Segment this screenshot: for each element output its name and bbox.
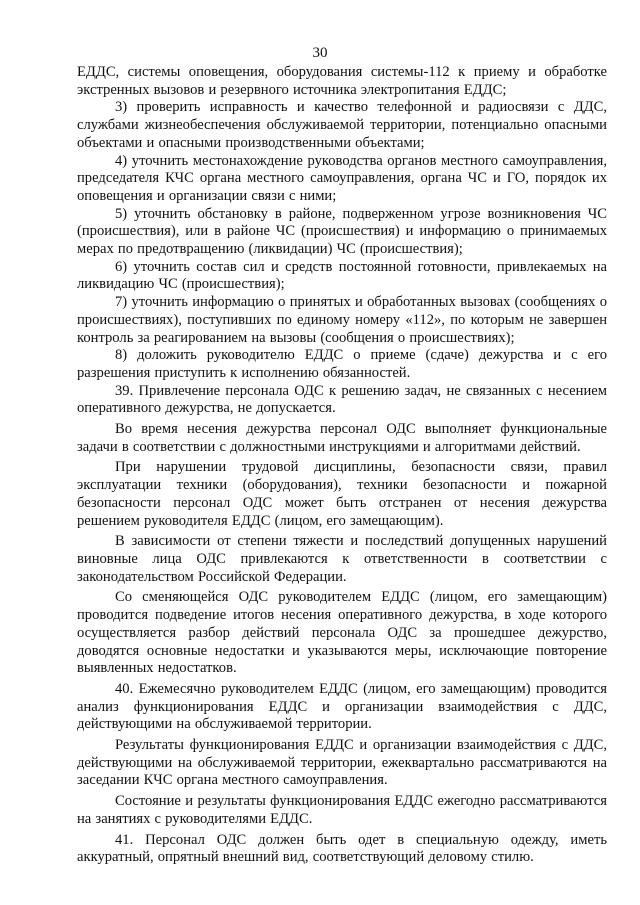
- paragraph-discipline-violations: При нарушении трудовой дисциплины, безопасности связи, правил эксплуатации техники (оборудования), техники безопасности и пожарной безопасности персонал ОДС может быть отстранен от несения дежурства решением руководителя ЕДДС (лицом, его замещающим).: [77, 459, 607, 529]
- paragraph-clause-41: 41. Персонал ОДС должен быть одет в специальную одежду, иметь аккуратный, опрятный внешний вид, соответствующий деловому стилю.: [77, 831, 607, 866]
- paragraph-shift-summary: Со сменяющейся ОДС руководителем ЕДДС (лицом, его замещающим) проводится подведение итогов несения оперативного дежурства, в ходе которого осуществляется разбор действий персонала ОДС за прошедшее дежурство, доводятся основные недостатки и указываются меры, исключающие повторение выявленных недостатков.: [77, 589, 607, 677]
- paragraph-item-6-forces-readiness: 6) уточнить состав сил и средств постоянной готовности, привлекаемых на ликвидацию ЧС (происшествия);: [77, 258, 607, 293]
- paragraph-continuation-edds-systems: ЕДДС, системы оповещения, оборудования системы-112 к приему и обработке экстренных вызовов и резервного источника электропитания ЕДДС;: [77, 64, 607, 98]
- paragraph-annual-review: Состояние и результаты функционирования ЕДДС ежегодно рассматриваются на занятиях с руководителями ЕДДС.: [77, 793, 607, 827]
- paragraph-quarterly-review: Результаты функционирования ЕДДС и организации взаимодействия с ДДС, действующими на обслуживаемой территории, ежеквартально рассматриваются на заседании КЧС органа местного самоуправления.: [77, 737, 607, 789]
- paragraph-item-8-report-duty: 8) доложить руководителю ЕДДС о приеме (сдаче) дежурства и с его разрешения приступить к исполнению обязанностей.: [77, 347, 607, 381]
- paragraph-item-3-check-communications: 3) проверить исправность и качество телефонной и радиосвязи с ДДС, службами жизнеобеспечения обслуживаемой территории, потенциально опасными объектами и опасными производственными объектами;: [77, 99, 607, 151]
- paragraph-duty-functions: Во время несения дежурства персонал ОДС выполняет функциональные задачи в соответствии с должностными инструкциями и алгоритмами действий.: [77, 421, 607, 455]
- paragraph-clause-39: 39. Привлечение персонала ОДС к решению задач, не связанных с несением оперативного дежурства, не допускается.: [77, 382, 607, 417]
- paragraph-item-7-call-information: 7) уточнить информацию о принятых и обработанных вызовах (сообщениях о происшествиях), поступивших по единому номеру «112», по которым не завершен контроль за реагированием на вызовы (сообщения о происшествиях);: [77, 294, 607, 346]
- page-number: 30: [312, 45, 328, 61]
- document-body: [77, 64, 607, 867]
- paragraph-item-4-locate-leadership: 4) уточнить местонахождение руководства органов местного самоуправления, председателя КЧС органа местного самоуправления, органа ЧС и ГО, порядок их оповещения и организации связи с ними;: [77, 152, 607, 204]
- paragraph-item-5-situation-update: 5) уточнить обстановку в районе, подверженном угрозе возникновения ЧС (происшествия), или в районе ЧС (происшествия) и информацию о принимаемых мерах по предотвращению (ликвидации) ЧС (происшествия);: [77, 205, 607, 258]
- paragraph-clause-40: 40. Ежемесячно руководителем ЕДДС (лицом, его замещающим) проводится анализ функционирования ЕДДС и организации взаимодействия с ДДС, действующими на обслуживаемой территории.: [77, 680, 607, 733]
- paragraph-responsibility: В зависимости от степени тяжести и последствий допущенных нарушений виновные лица ОДС привлекаются к ответственности в соответствии с законодательством Российской Федерации.: [77, 533, 607, 585]
